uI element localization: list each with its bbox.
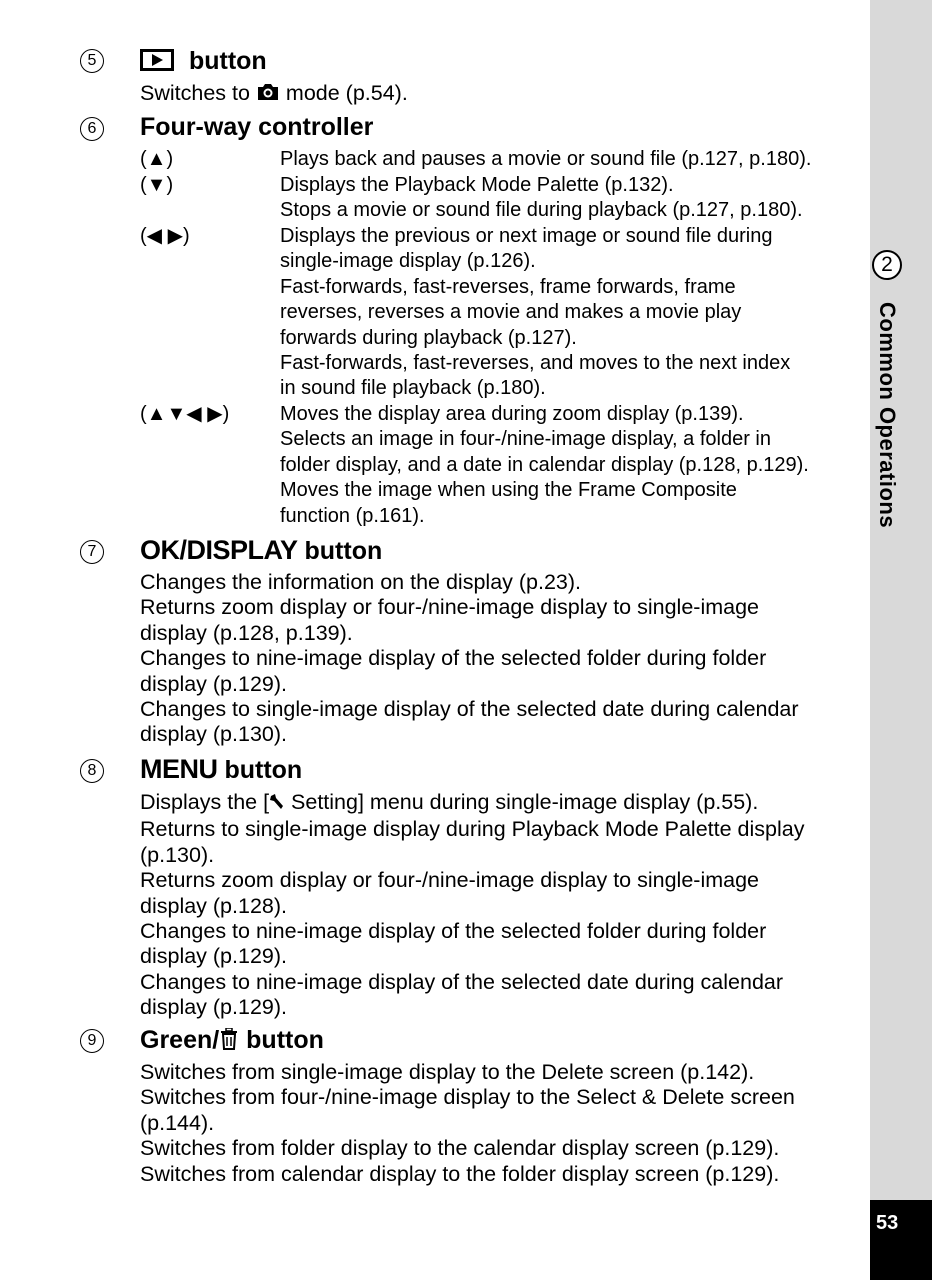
body-line: Switches from folder display to the calendar display screen (p.129). xyxy=(140,1136,780,1161)
chapter-title: Common Operations xyxy=(875,302,900,529)
body-line: display (p.129). xyxy=(140,995,287,1020)
page-number: 53 xyxy=(876,1212,899,1234)
section-title-text: button xyxy=(224,756,303,784)
body-line: Switches from calendar display to the folder display screen (p.129). xyxy=(140,1161,780,1186)
body-line: Returns to single-image display during Playback Mode Palette display xyxy=(140,817,805,842)
body-line: forwards during playback (p.127). xyxy=(280,326,577,349)
body-line: Selects an image in four-/nine-image display, a folder in xyxy=(280,428,771,451)
trash-icon xyxy=(219,1028,239,1057)
section-title-text: button xyxy=(246,1026,324,1054)
section-title-text: Green/ xyxy=(140,1026,220,1054)
body-line: Moves the display area during zoom display (p.139). xyxy=(280,403,744,425)
section-body xyxy=(140,570,860,748)
body-line: Displays the [ xyxy=(140,790,270,814)
body-line: Fast-forwards, fast-reverses, and moves to the next index xyxy=(280,352,791,375)
body-line: display (p.129). xyxy=(140,944,287,969)
key-description xyxy=(280,173,860,224)
body-line: Returns zoom display or four-/nine-image display to single-image xyxy=(140,868,760,893)
body-line: Changes the information on the display (p.23). xyxy=(140,570,582,594)
body-line: Changes to nine-image display of the selected folder during folder xyxy=(140,646,767,671)
section-number: 6 xyxy=(80,117,104,141)
menu-key-label: MENU xyxy=(140,754,218,784)
body-line: Moves the image when using the Frame Composite xyxy=(280,479,737,502)
body-line: display (p.129). xyxy=(140,671,287,696)
section-number: 9 xyxy=(80,1029,104,1053)
section-number: 5 xyxy=(80,49,104,73)
body-line: reverses, reverses a movie and makes a movie play xyxy=(280,301,742,324)
body-line: display (p.128). xyxy=(140,893,287,918)
section-title-text: button xyxy=(188,47,267,75)
body-line: Setting] menu during single-image display (p.55). xyxy=(285,790,759,814)
section-number: 7 xyxy=(80,540,104,564)
body-line: Plays back and pauses a movie or sound file (p.127, p.180). xyxy=(280,148,812,170)
section-title: Four-way controller xyxy=(140,113,374,141)
body-line: (p.144). xyxy=(140,1110,215,1135)
body-line: Stops a movie or sound file during playback (p.127, p.180). xyxy=(280,199,803,222)
body-line: display (p.130). xyxy=(140,722,287,747)
section-number: 8 xyxy=(80,759,104,783)
wrench-icon xyxy=(269,792,285,817)
body-line: Displays the previous or next image or sound file during xyxy=(280,225,773,247)
key-label: (▼) xyxy=(140,174,174,196)
chapter-sidebar xyxy=(870,0,932,1280)
section-title xyxy=(140,535,382,566)
section-title xyxy=(140,1026,324,1057)
body-line: folder display, and a date in calendar display (p.128, p.129). xyxy=(280,453,809,476)
section-body xyxy=(140,1060,860,1187)
section-body xyxy=(140,790,860,1021)
body-line: function (p.161). xyxy=(280,504,425,527)
body-line: single-image display (p.126). xyxy=(280,250,536,273)
body-line: Fast-forwards, fast-reverses, frame forwards, frame xyxy=(280,275,736,298)
body-line: Switches from single-image display to the Delete screen (p.142). xyxy=(140,1060,755,1084)
ok-display-key-label: OK/DISPLAY xyxy=(140,535,298,565)
body-line: in sound file playback (p.180). xyxy=(280,377,546,400)
body-line: mode (p.54). xyxy=(285,81,408,105)
body-line: Changes to single-image display of the selected date during calendar xyxy=(140,697,799,722)
key-label: (▲▼◀ ▶) xyxy=(140,403,230,425)
section-body xyxy=(140,81,860,108)
section-title-text: button xyxy=(304,537,383,565)
body-line: Changes to nine-image display of the selected folder during folder xyxy=(140,919,767,944)
camera-icon xyxy=(256,82,280,108)
body-line: Switches from four-/nine-image display to the Select & Delete screen xyxy=(140,1085,795,1110)
body-line: display (p.128, p.139). xyxy=(140,620,353,645)
section-title xyxy=(140,754,302,785)
key-description xyxy=(280,402,860,529)
playback-icon xyxy=(140,49,174,78)
key-description xyxy=(280,147,860,172)
key-label: (◀ ▶) xyxy=(140,225,190,247)
body-line: Displays the Playback Mode Palette (p.132). xyxy=(280,174,674,196)
key-label: (▲) xyxy=(140,148,174,170)
key-description xyxy=(280,224,860,402)
body-line: Switches to xyxy=(140,81,250,105)
body-line: (p.130). xyxy=(140,842,215,867)
chapter-number: 2 xyxy=(872,250,902,280)
body-line: Returns zoom display or four-/nine-image display to single-image xyxy=(140,595,760,620)
section-title xyxy=(140,47,267,78)
body-line: Changes to nine-image display of the selected date during calendar xyxy=(140,969,784,994)
